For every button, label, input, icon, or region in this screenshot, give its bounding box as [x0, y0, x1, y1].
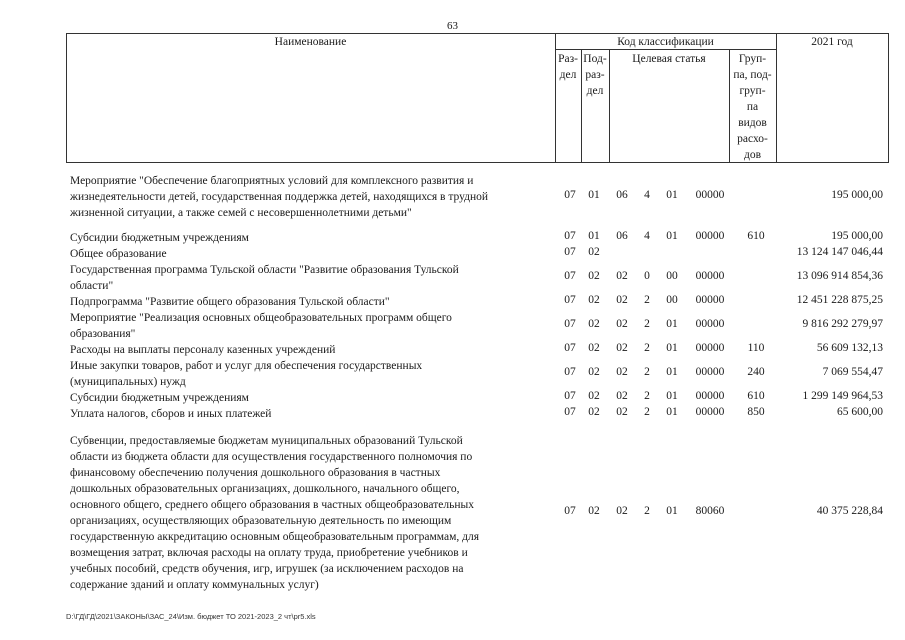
- row-code-t3: 01: [666, 366, 678, 378]
- row-code-rz: 07: [564, 189, 576, 201]
- row-code-t2: 4: [644, 189, 650, 201]
- row-amount: 12 451 228 875,25: [796, 294, 883, 306]
- header-group: Груп- па, под- груп- па видов расхо- дов: [733, 53, 772, 161]
- row-name: Государственная программа Тульской области "Развитие образования Тульской области": [70, 264, 459, 292]
- row-code-t4: 00000: [695, 390, 725, 402]
- row-code-t2: 0: [644, 270, 650, 282]
- row-code-t1: 02: [616, 390, 628, 402]
- row-amount: 1 299 149 964,53: [802, 390, 883, 402]
- row-code-t2: 2: [644, 390, 650, 402]
- row-code-pr: 01: [588, 230, 600, 242]
- row-code-t4: 00000: [695, 342, 725, 354]
- row-amount: 7 069 554,47: [822, 366, 883, 378]
- header-podrazdel: Под- раз- дел: [583, 53, 607, 97]
- row-name: Субсидии бюджетным учреждениям: [70, 232, 249, 244]
- row-code-t1: 02: [616, 294, 628, 306]
- header-name: Наименование: [274, 36, 347, 48]
- row-code-vr: 610: [747, 390, 765, 402]
- row-name: Мероприятие "Обеспечение благоприятных условий для комплексного развития и жизнедеятельности детей, государственная поддержка детей, находящихся в трудной жизненной ситуации, а также семей с несовершеннолетними детьми": [70, 175, 489, 219]
- row-code-t2: 2: [644, 406, 650, 418]
- row-name: Расходы на выплаты персоналу казенных учреждений: [70, 344, 336, 356]
- row-name: Общее образование: [70, 248, 167, 260]
- row-code-t1: 02: [616, 270, 628, 282]
- row-name: Подпрограмма "Развитие общего образования Тульской области": [70, 296, 390, 308]
- row-code-t4: 80060: [695, 505, 725, 517]
- header-year: 2021 год: [811, 36, 853, 48]
- row-code-t4: 00000: [695, 230, 725, 242]
- row-code-t2: 2: [644, 294, 650, 306]
- row-code-t1: 02: [616, 406, 628, 418]
- file-path-footer: D:\ГД\ГД\2021\ЗАКОНЫ\ЗАС_24\Изм. бюджет ТО 2021-2023_2 чт\pr5.xls: [66, 612, 316, 621]
- row-amount: 195 000,00: [831, 189, 883, 201]
- row-code-t4: 00000: [695, 294, 725, 306]
- row-code-t3: 01: [666, 189, 678, 201]
- row-code-rz: 07: [564, 390, 576, 402]
- row-code-t3: 00: [666, 294, 678, 306]
- row-code-pr: 02: [588, 366, 600, 378]
- row-code-t3: 01: [666, 318, 678, 330]
- row-code-t3: 01: [666, 230, 678, 242]
- row-code-vr: 850: [747, 406, 765, 418]
- row-code-pr: 02: [588, 342, 600, 354]
- row-amount: 9 816 292 279,97: [802, 318, 883, 330]
- row-code-t2: 2: [644, 366, 650, 378]
- row-code-vr: 240: [747, 366, 765, 378]
- row-amount: 56 609 132,13: [816, 342, 883, 354]
- row-code-t1: 06: [616, 189, 628, 201]
- row-code-t1: 02: [616, 318, 628, 330]
- row-code-t3: 01: [666, 390, 678, 402]
- row-code-rz: 07: [564, 246, 576, 258]
- row-name: Иные закупки товаров, работ и услуг для обеспечения государственных (муниципальных) нужд: [70, 360, 423, 388]
- row-amount: 13 096 914 854,36: [796, 270, 883, 282]
- row-code-t4: 00000: [695, 366, 725, 378]
- row-name: Мероприятие "Реализация основных общеобразовательных программ общего образования": [70, 312, 452, 340]
- row-amount: 195 000,00: [831, 230, 883, 242]
- row-code-t2: 2: [644, 342, 650, 354]
- row-code-t1: 02: [616, 366, 628, 378]
- header-code: Код классификации: [617, 36, 714, 48]
- row-name: Субсидии бюджетным учреждениям: [70, 392, 249, 404]
- row-code-t1: 02: [616, 342, 628, 354]
- header-razdel: Раз- дел: [558, 53, 578, 81]
- row-code-t4: 00000: [695, 318, 725, 330]
- row-code-t3: 01: [666, 505, 678, 517]
- row-amount: 65 600,00: [837, 406, 883, 418]
- table-header: [66, 33, 889, 163]
- row-code-rz: 07: [564, 505, 576, 517]
- row-code-t4: 00000: [695, 270, 725, 282]
- row-code-pr: 02: [588, 270, 600, 282]
- row-code-pr: 01: [588, 189, 600, 201]
- row-code-rz: 07: [564, 342, 576, 354]
- row-code-pr: 02: [588, 318, 600, 330]
- row-amount: 13 124 147 046,44: [796, 246, 883, 258]
- row-code-rz: 07: [564, 406, 576, 418]
- row-code-t3: 00: [666, 270, 678, 282]
- header-target: Целевая статья: [632, 53, 706, 65]
- row-code-t3: 01: [666, 406, 678, 418]
- row-code-t2: 4: [644, 230, 650, 242]
- row-code-t3: 01: [666, 342, 678, 354]
- row-name: Субвенции, предоставляемые бюджетам муниципальных образований Тульской области из бюджета области для осуществления государственного полномочия по финансовому обеспечению получения дошкольного образования в частных дошкольных образовательных организациях, дошкольного, начального общего, основного общего, среднего общего образования в частных общеобразовательных организациях, осуществляющих образовательную деятельность по имеющим государственную аккредитацию основным общеобразовательным программам, для возмещения затрат, включая расходы на оплату труда, приобретение учебников и учебных пособий, средств обучения, игр, игрушек (за исключением расходов на содержание зданий и оплату коммунальных услуг): [70, 435, 479, 591]
- row-code-t4: 00000: [695, 189, 725, 201]
- row-code-vr: 110: [747, 342, 765, 354]
- row-code-rz: 07: [564, 318, 576, 330]
- row-amount: 40 375 228,84: [816, 505, 883, 517]
- row-code-rz: 07: [564, 366, 576, 378]
- row-code-t2: 2: [644, 505, 650, 517]
- row-code-t2: 2: [644, 318, 650, 330]
- row-code-t1: 06: [616, 230, 628, 242]
- row-code-pr: 02: [588, 390, 600, 402]
- row-code-pr: 02: [588, 406, 600, 418]
- row-code-vr: 610: [747, 230, 765, 242]
- row-code-t4: 00000: [695, 406, 725, 418]
- page-number: 63: [447, 20, 458, 32]
- row-code-pr: 02: [588, 246, 600, 258]
- row-code-rz: 07: [564, 294, 576, 306]
- row-code-pr: 02: [588, 294, 600, 306]
- row-name: Уплата налогов, сборов и иных платежей: [70, 408, 272, 420]
- row-code-pr: 02: [588, 505, 600, 517]
- row-code-t1: 02: [616, 505, 628, 517]
- row-code-rz: 07: [564, 270, 576, 282]
- row-code-rz: 07: [564, 230, 576, 242]
